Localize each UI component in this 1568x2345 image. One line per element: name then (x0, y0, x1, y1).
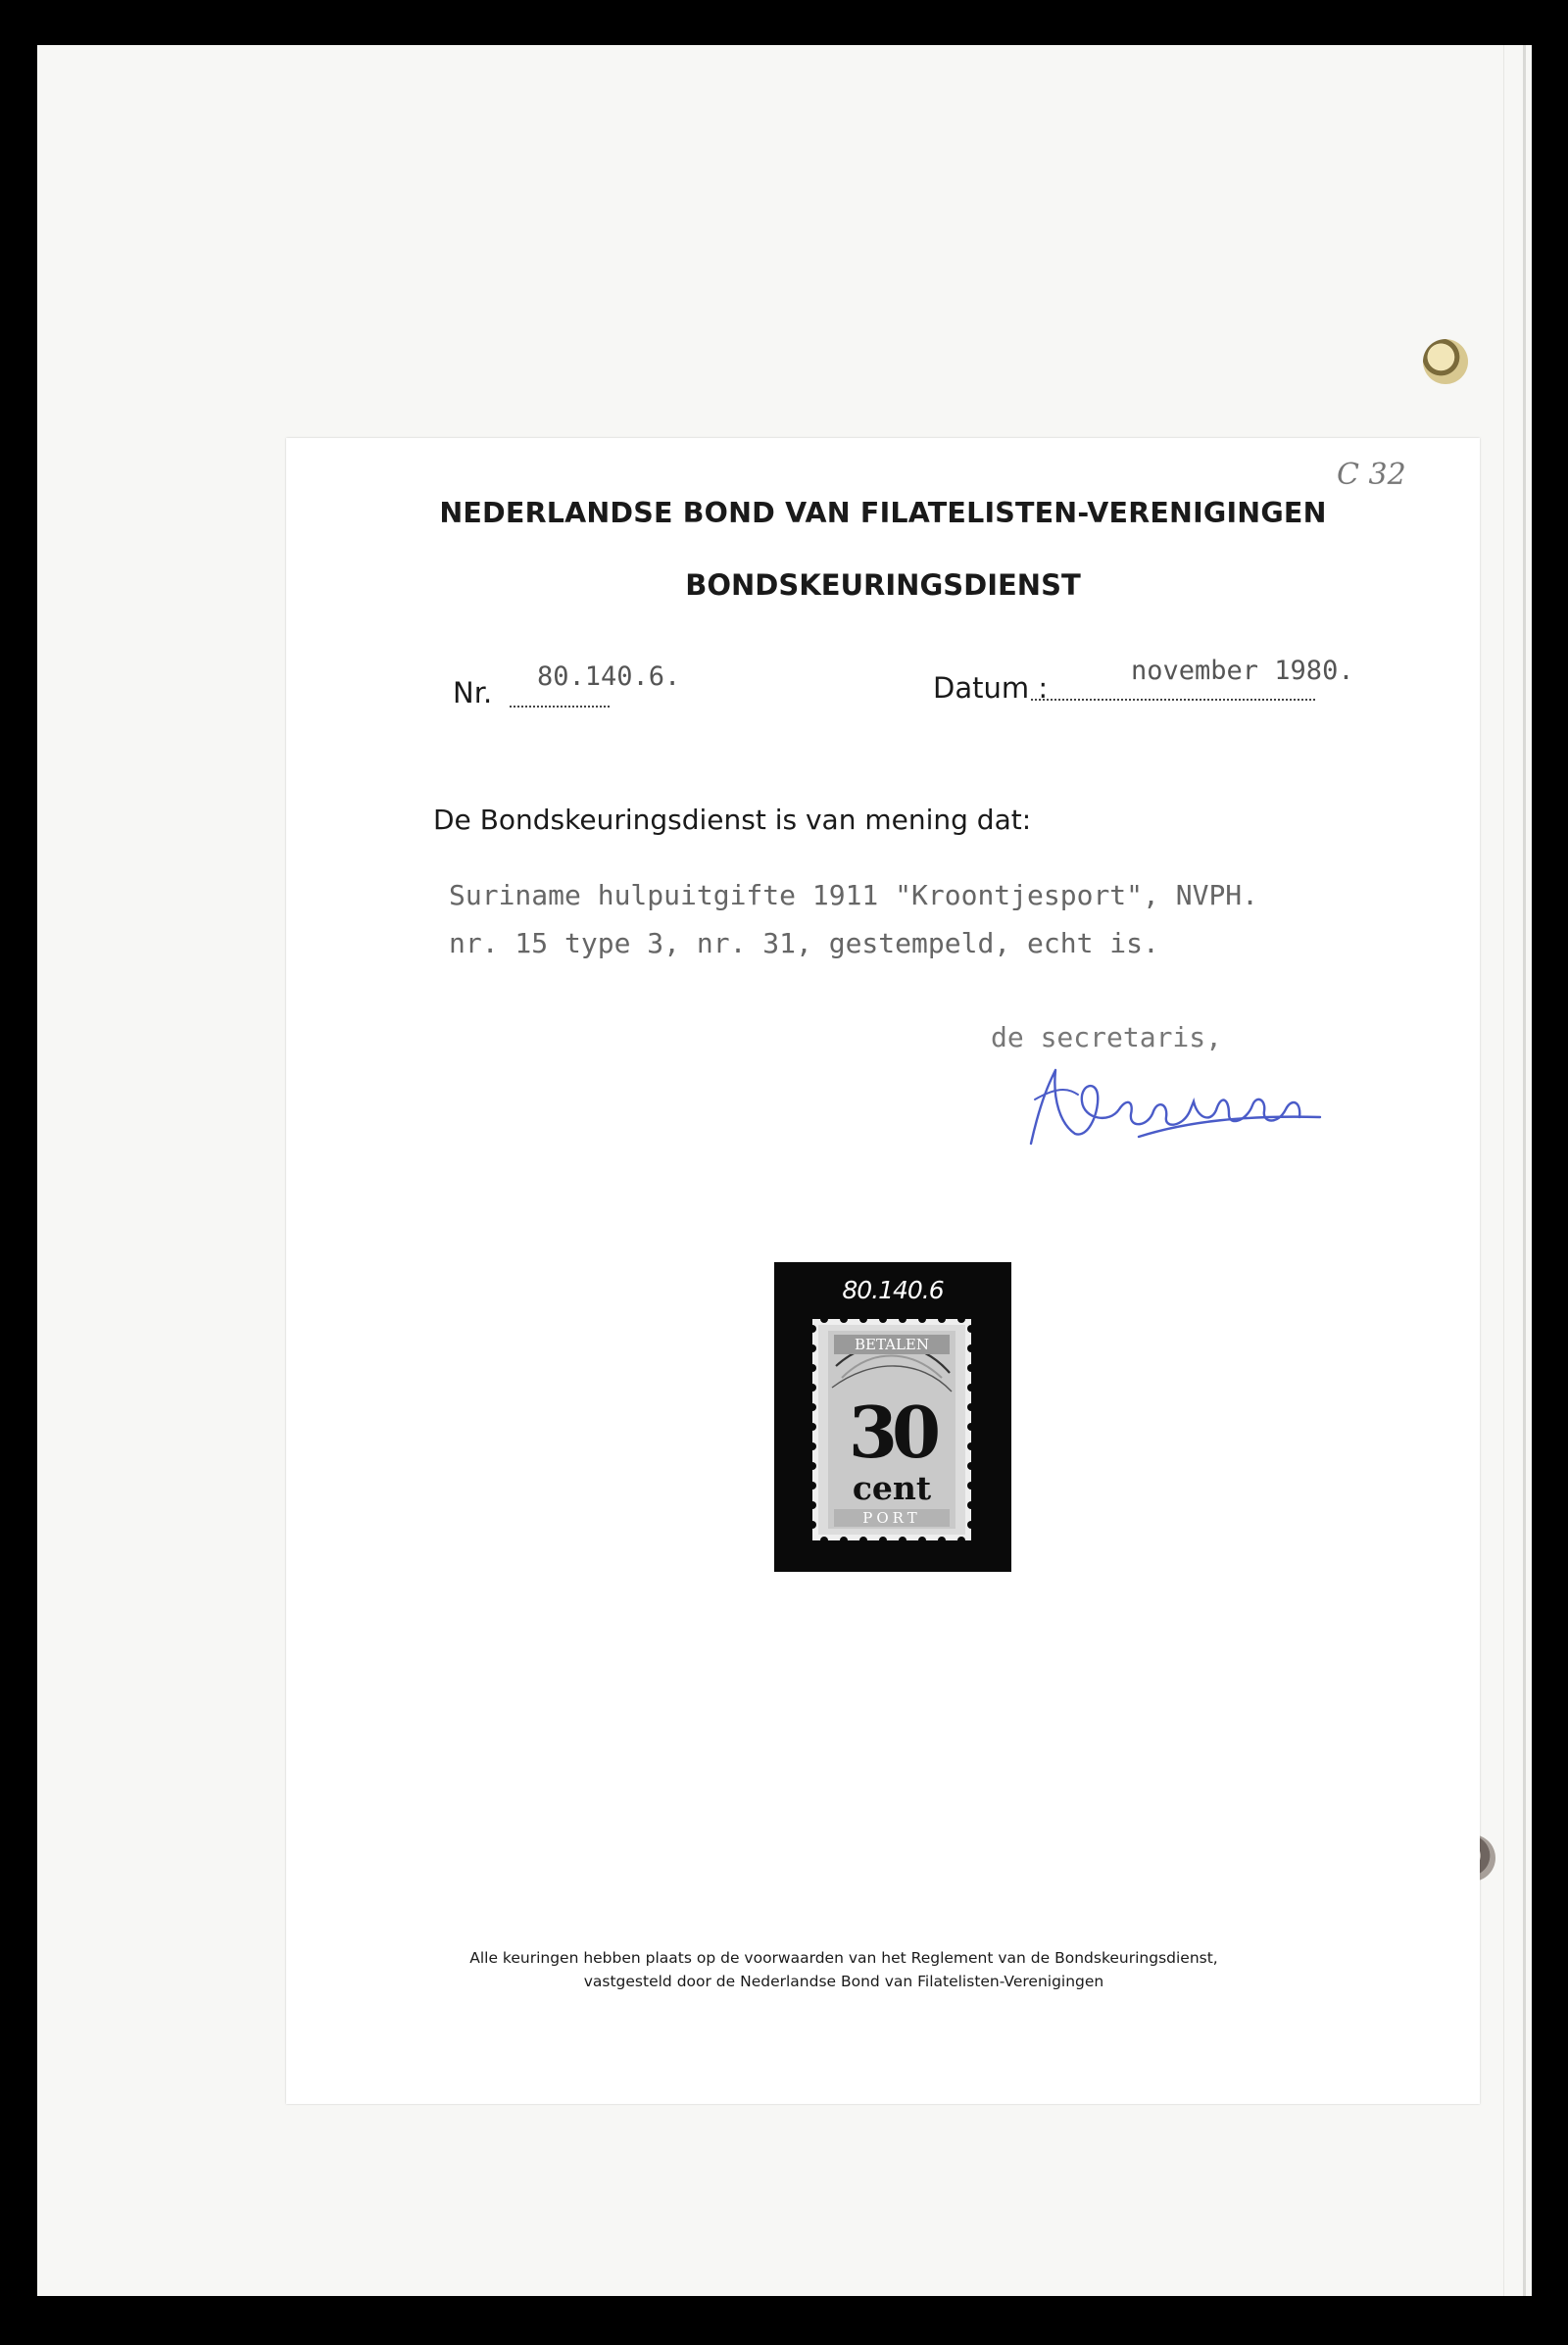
number-dotted-line (510, 706, 610, 708)
certificate-date: november 1980. (1131, 656, 1354, 686)
statement-line-2: nr. 15 type 3, nr. 31, gestempeld, echt is. (449, 927, 1159, 959)
mount-label: 80.140.6 (842, 1276, 944, 1304)
stamp-top-text: BETALEN (834, 1335, 950, 1354)
album-page-edge (1523, 45, 1526, 2296)
statement-line-1: Suriname hulpuitgifte 1911 "Kroontjesport", NVPH. (449, 879, 1259, 911)
stamp-value: 30 (848, 1391, 936, 1474)
signatory-title: de secretaris, (991, 1021, 1223, 1053)
stamp-unit: cent (852, 1469, 932, 1507)
signature (1021, 1041, 1335, 1158)
stamp-bottom-text: PORT (834, 1509, 950, 1527)
certificate-sheet (286, 438, 1480, 2104)
certificate-number: 80.140.6. (537, 661, 681, 692)
footer-line-2: vastgesteld door de Nederlandse Bond van Filatelisten-Verenigingen (583, 1973, 1104, 1990)
hinge-mark-top (1423, 339, 1468, 384)
footer-line-1: Alle keuringen hebben plaats op de voorwaarden van het Reglement van de Bondskeuringsdienst, (469, 1949, 1218, 1967)
margin-note: C 32 (1337, 458, 1406, 492)
album-page-fold (1503, 45, 1504, 2296)
statement-intro: De Bondskeuringsdienst is van mening dat: (433, 804, 1032, 836)
date-label: Datum : (933, 671, 1049, 705)
date-dotted-line (1031, 699, 1315, 701)
service-title: BONDSKEURINGSDIENST (685, 568, 1081, 602)
organisation-title: NEDERLANDSE BOND VAN FILATELISTEN-VERENIGINGEN (439, 497, 1327, 529)
stamp-mount (774, 1262, 1011, 1572)
stamp (812, 1319, 971, 1540)
album-page (37, 45, 1532, 2296)
number-label: Nr. (453, 676, 493, 709)
